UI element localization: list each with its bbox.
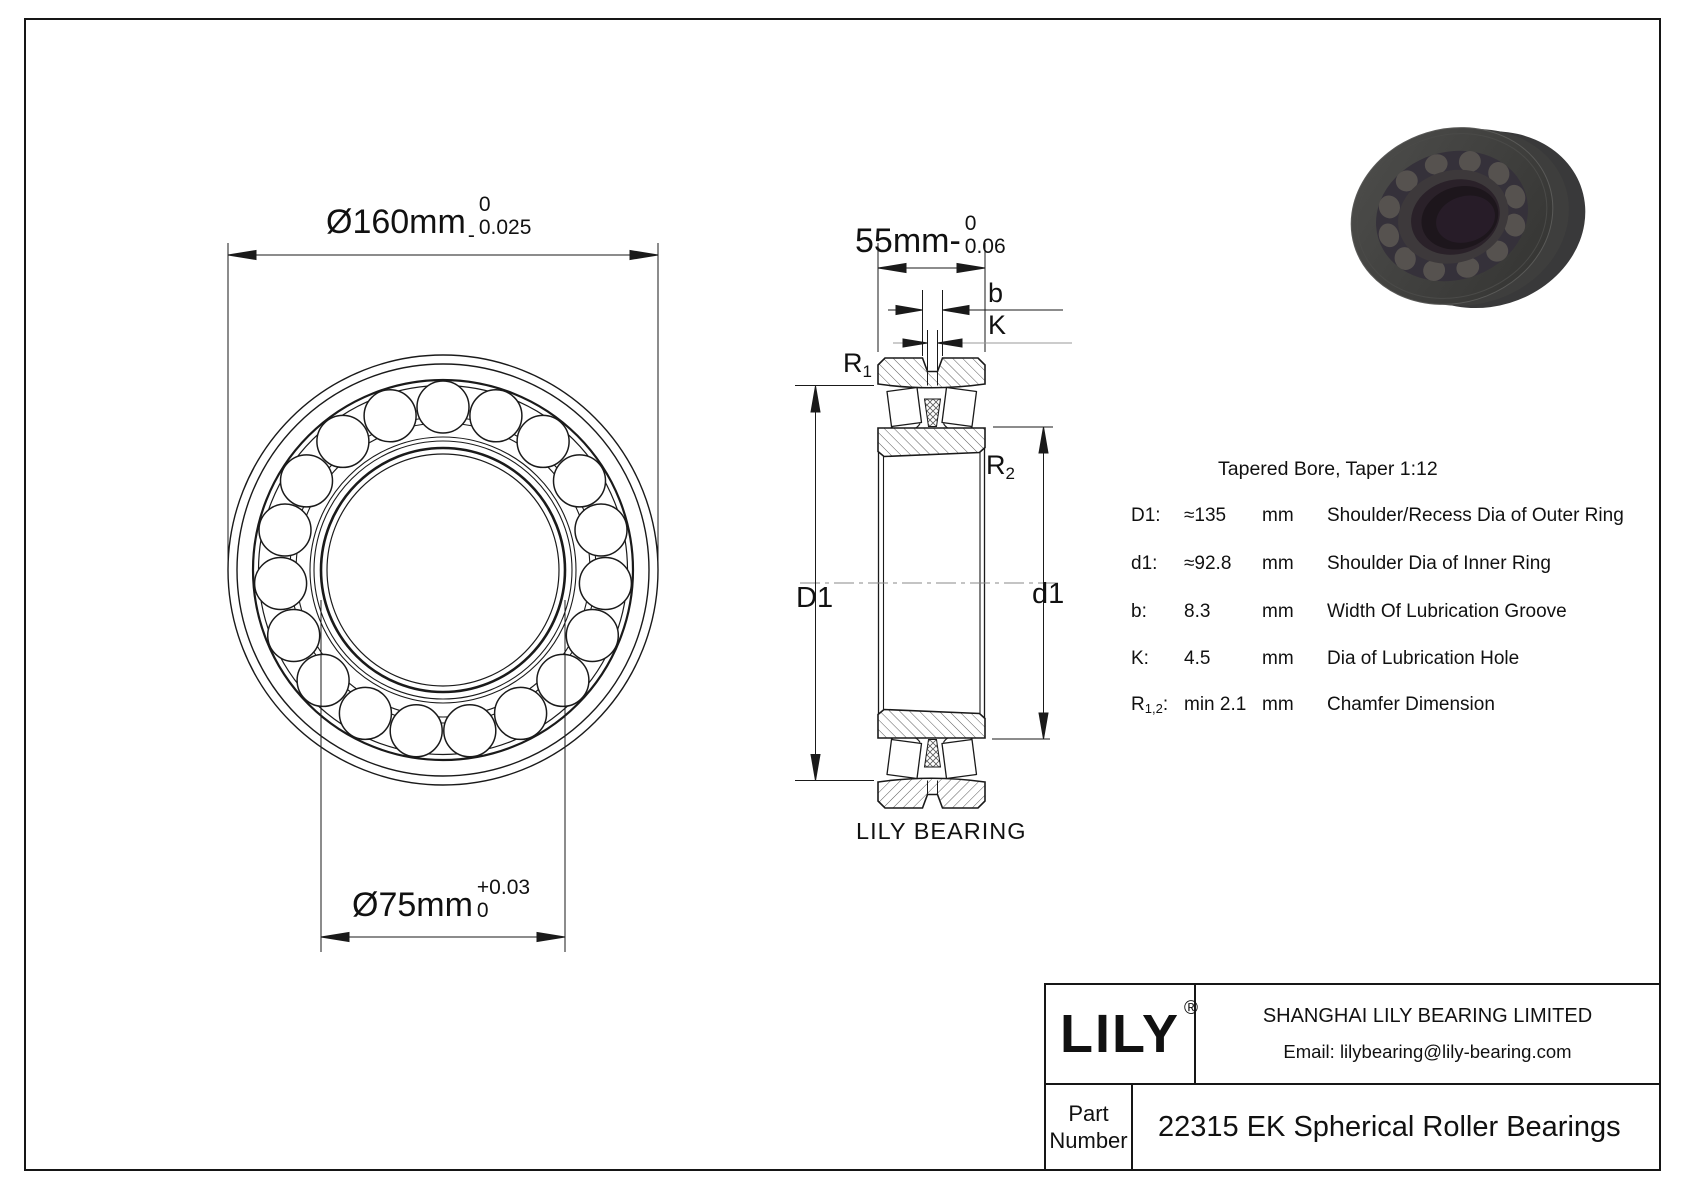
spec-row-b xyxy=(1131,601,1567,624)
bore-dimension-text xyxy=(352,876,531,933)
chamfer-r1-label: $R_1$ xyxy=(843,348,872,381)
logo-cell xyxy=(1046,985,1201,1083)
spec-desc: Shoulder/Recess Dia of Outer Ring xyxy=(1327,505,1624,526)
spec-row-K xyxy=(1131,648,1519,671)
spec-label: D1: xyxy=(1131,505,1161,526)
bore-tolerance: +0.03 0 xyxy=(476,876,531,922)
spec-value: ≈92.8 xyxy=(1184,553,1232,574)
spec-label: b: xyxy=(1131,601,1147,622)
inner-shoulder-dia-label: d1 xyxy=(1032,578,1065,610)
title-block xyxy=(1044,983,1661,1171)
chamfer-r2-label: $R_2$ xyxy=(986,450,1015,483)
company-email: Email: lilybearing@lily-bearing.com xyxy=(1283,1041,1572,1062)
part-label-line1: Part xyxy=(1068,1100,1109,1126)
section-dimensions xyxy=(795,243,1072,781)
spec-row-D1 xyxy=(1131,505,1624,528)
spec-value: min 2.1 xyxy=(1184,694,1247,715)
company-name: SHANGHAI LILY BEARING LIMITED xyxy=(1262,1005,1593,1027)
od-minus-sign: - xyxy=(467,224,475,247)
spec-value: ≈135 xyxy=(1184,505,1227,526)
spec-unit: mm xyxy=(1262,601,1294,622)
spec-value: 8.3 xyxy=(1184,601,1211,622)
spec-label: R xyxy=(1131,694,1145,715)
od-dimension-text xyxy=(326,193,532,250)
spec-desc: Chamfer Dimension xyxy=(1327,694,1495,715)
width-tolerance: 0 0.06 xyxy=(964,212,1006,258)
specs-title: Tapered Bore, Taper 1:12 xyxy=(1218,458,1438,480)
spec-value: 4.5 xyxy=(1184,648,1211,669)
section-outer-ring-and-rollers xyxy=(878,358,985,430)
spec-unit: mm xyxy=(1262,648,1294,669)
lily-logo: LILY ® xyxy=(1059,998,1201,1064)
section-caption: LILY BEARING xyxy=(856,818,1027,844)
width-dimension-text xyxy=(855,212,1006,269)
part-number-value: 22315 EK Spherical Roller Bearings xyxy=(1158,1110,1621,1143)
front-view xyxy=(228,355,658,785)
groove-width-label: b xyxy=(988,278,1004,308)
spec-row-d1 xyxy=(1131,553,1551,576)
spec-unit: mm xyxy=(1262,553,1294,574)
bearing-3d-render xyxy=(1329,94,1607,341)
lube-hole-label: K xyxy=(988,310,1007,340)
spec-label: K: xyxy=(1131,648,1149,669)
title-block-bottom-row xyxy=(1046,1085,1659,1169)
part-label-line2: Number xyxy=(1049,1128,1128,1153)
spec-desc: Dia of Lubrication Hole xyxy=(1327,648,1520,669)
spec-label: d1: xyxy=(1131,553,1158,574)
spec-row-R12: $R_{1,2}$: min 2.1 mm Chamfer Dimension xyxy=(1131,694,1495,716)
width-value: 55mm- xyxy=(855,222,961,260)
outer-shoulder-dia-label: D1 xyxy=(796,582,834,614)
od-tolerance: 0 0.025 xyxy=(478,193,532,239)
spec-desc: Shoulder Dia of Inner Ring xyxy=(1327,553,1551,574)
registered-mark: ® xyxy=(1184,998,1201,1019)
spec-unit: mm xyxy=(1262,505,1294,526)
spec-unit: mm xyxy=(1262,694,1294,715)
bore-value: Ø75mm xyxy=(352,886,473,924)
part-number-label-cell xyxy=(1046,1085,1133,1169)
company-cell xyxy=(1196,985,1659,1083)
title-block-top-row xyxy=(1046,985,1659,1085)
spec-desc: Width Of Lubrication Groove xyxy=(1327,601,1567,622)
od-value: Ø160mm xyxy=(326,203,466,241)
